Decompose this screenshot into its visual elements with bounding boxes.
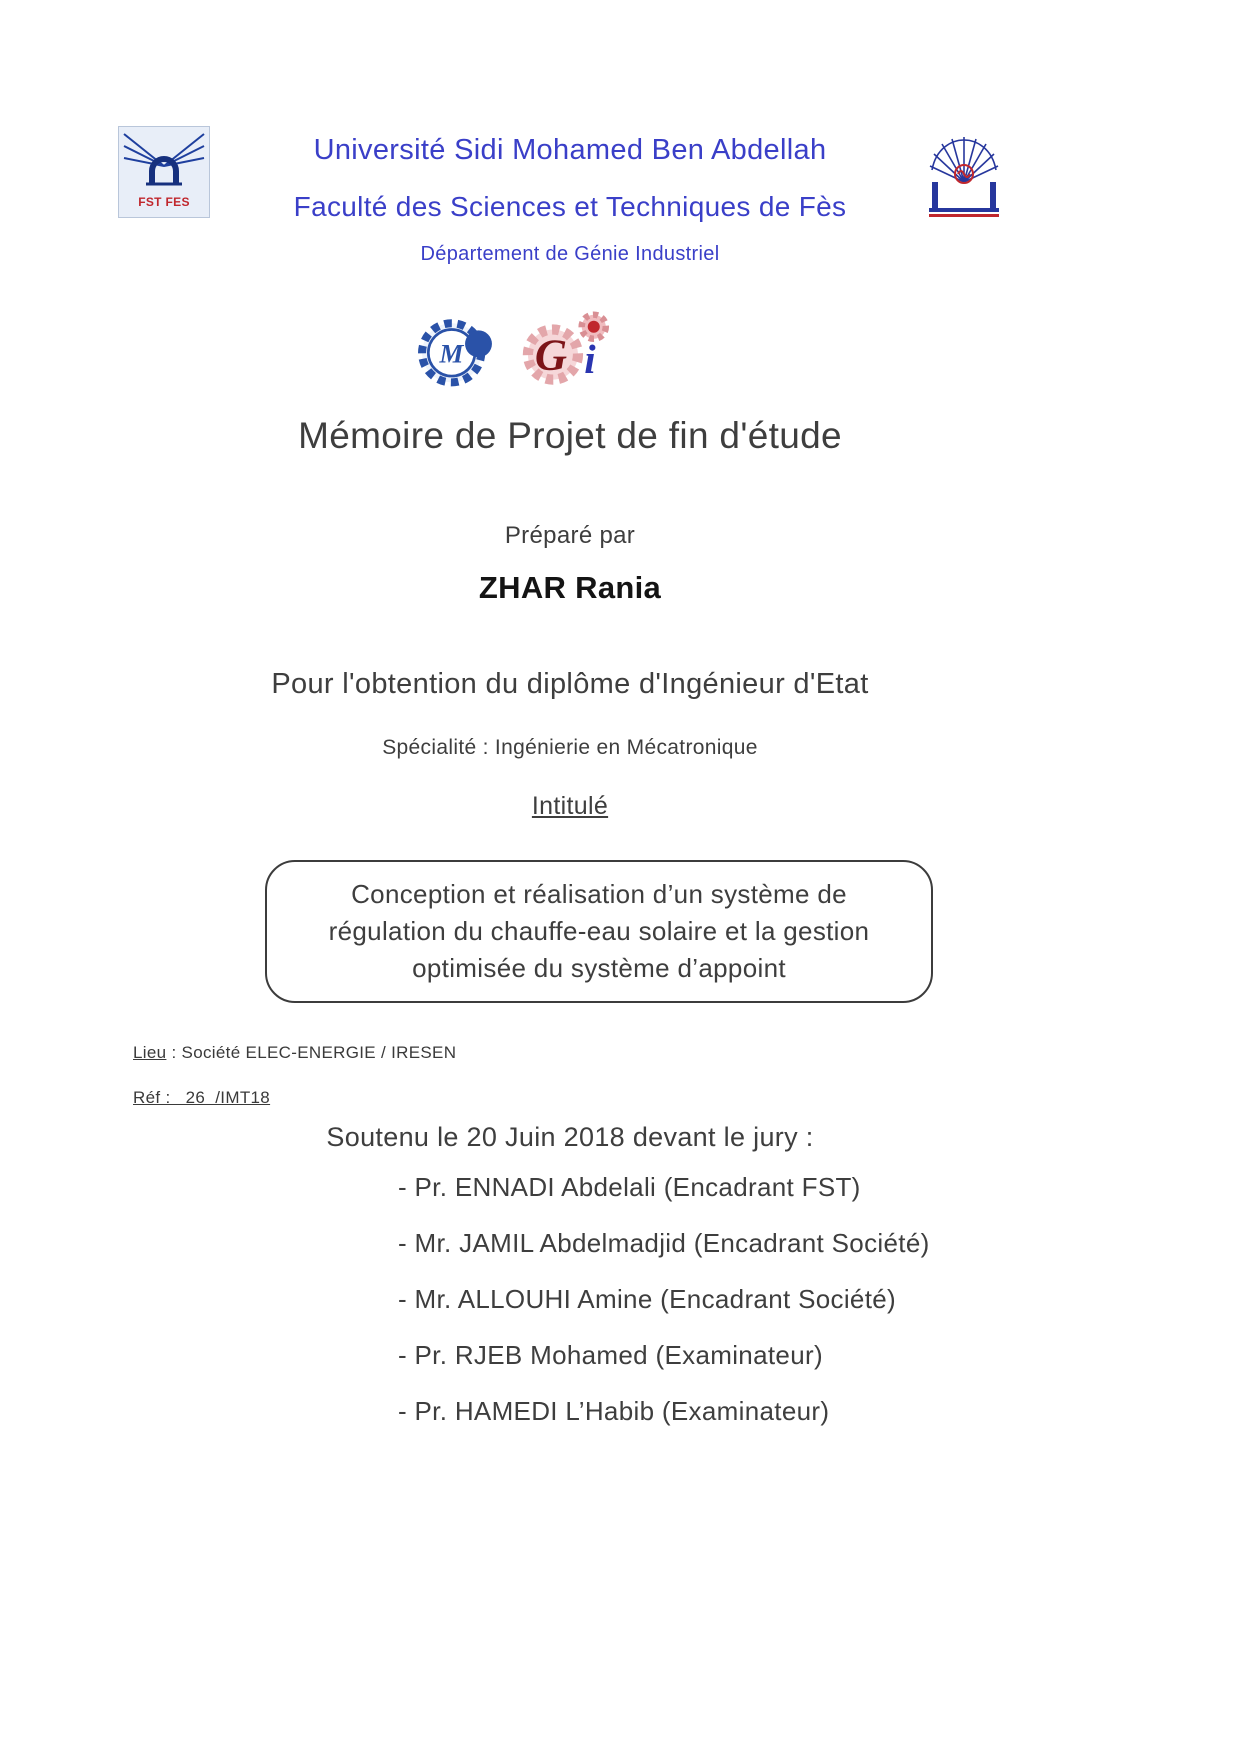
jury-member: - Mr. JAMIL Abdelmadjid (Encadrant Société): [398, 1228, 930, 1258]
department-name: Département de Génie Industriel: [420, 243, 720, 265]
header: [180, 134, 960, 266]
gi-letter-g: G: [534, 329, 568, 380]
jury-member: - Pr. ENNADI Abdelali (Encadrant FST): [398, 1172, 861, 1202]
faculty-name: Faculté des Sciences et Techniques de Fès: [293, 191, 847, 222]
jury-member: - Pr. HAMEDI L’Habib (Examinateur): [398, 1396, 830, 1426]
university-name: Université Sidi Mohamed Ben Abdellah: [313, 134, 827, 166]
subject-line-3: optimisée du système d’appoint: [412, 953, 786, 983]
usmba-emblem-logo: [924, 136, 1004, 220]
subject-line-1: Conception et réalisation d’un système de: [351, 879, 847, 909]
specialty-line: Spécialité : Ingénierie en Mécatronique: [382, 736, 758, 759]
prepared-by-label: Préparé par: [504, 522, 636, 549]
ref-line: Réf : 26 /IMT18: [133, 1088, 271, 1107]
subject-title-box: [265, 860, 933, 1003]
lieu-value: : Société ELEC-ENERGIE / IRESEN: [166, 1043, 457, 1062]
fst-logo-caption: FST FES: [138, 195, 190, 209]
gear-m-logo: [412, 308, 502, 394]
lieu-label: Lieu: [133, 1043, 167, 1062]
memoir-title: Mémoire de Projet de fin d'étude: [298, 415, 842, 456]
usmba-emblem-icon: [924, 136, 1004, 220]
subject-line-2: régulation du chauffe-eau solaire et la gestion: [328, 916, 870, 946]
gi-logo-icon: [514, 304, 616, 394]
gi-letter-i: i: [584, 337, 596, 383]
gear-m-letter: M: [439, 338, 464, 369]
diploma-line: Pour l'obtention du diplôme d'Ingénieur d'Etat: [271, 668, 869, 700]
defense-intro: Soutenu le 20 Juin 2018 devant le jury :: [326, 1122, 814, 1152]
author-name: ZHAR Rania: [478, 570, 662, 605]
gear-m-icon: [412, 308, 502, 394]
intitule-label: Intitulé: [531, 792, 609, 820]
jury-member: - Mr. ALLOUHI Amine (Encadrant Société): [398, 1284, 897, 1314]
jury-list: [398, 1172, 930, 1452]
gi-logo: [514, 304, 616, 394]
lieu-line: [133, 1043, 456, 1063]
jury-member: - Pr. RJEB Mohamed (Examinateur): [398, 1340, 823, 1370]
